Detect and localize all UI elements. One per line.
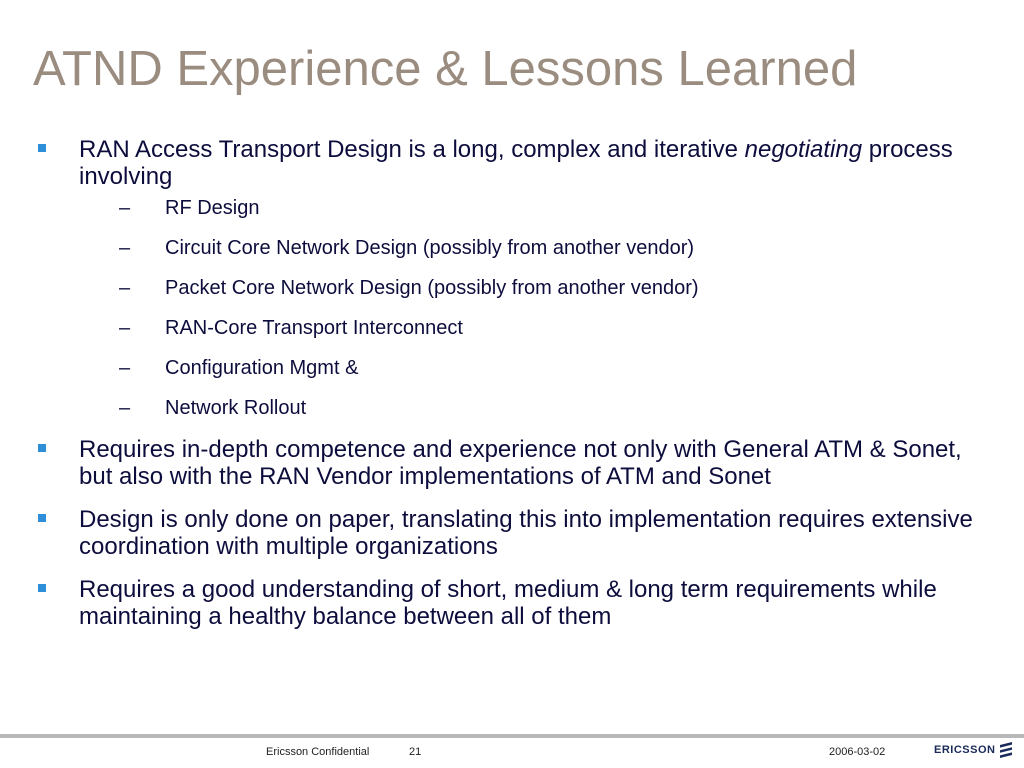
square-bullet-icon (38, 514, 46, 522)
sub-bullet-text: RAN-Core Transport Interconnect (165, 317, 463, 339)
sub-bullet-item (79, 236, 992, 260)
sub-bullet-item (79, 196, 992, 220)
bullet-text-emphasis: negotiating (744, 136, 863, 163)
sub-bullet-item (79, 396, 992, 420)
square-bullet-icon (38, 584, 46, 592)
dash-marker: – (119, 317, 131, 339)
slide-content (32, 136, 992, 646)
footer-date: 2006-03-02 (829, 746, 886, 758)
footer-divider (0, 734, 1024, 738)
bullet-text-tail: process involving (79, 136, 953, 190)
bullet-text: Requires in-depth competence and experience not only with General ATM & Sonet, but also with the RAN Vendor implementations of ATM and Sonet (79, 436, 962, 490)
sub-bullet-text: Configuration Mgmt & (165, 357, 359, 379)
square-bullet-icon (38, 144, 46, 152)
bullet-text-lead: RAN Access Transport Design is a long, complex and iterative (79, 136, 745, 163)
dash-marker: – (119, 197, 131, 219)
bullet-item-4 (32, 576, 992, 630)
ericsson-logo (934, 742, 1013, 758)
logo-wordmark: ERICSSON (934, 744, 996, 756)
sub-bullet-list (79, 196, 992, 420)
footer-confidentiality: Ericsson Confidential (266, 746, 370, 758)
sub-bullet-text: Packet Core Network Design (possibly from another vendor) (165, 277, 699, 299)
dash-marker: – (119, 277, 131, 299)
bullet-item-3 (32, 506, 992, 560)
bullet-text: Requires a good understanding of short, medium & long term requirements while maintaining a healthy balance between all of them (79, 576, 937, 630)
dash-marker: – (119, 237, 131, 259)
square-bullet-icon (38, 444, 46, 452)
sub-bullet-item (79, 316, 992, 340)
bullet-item-2 (32, 436, 992, 490)
slide-title: ATND Experience & Lessons Learned (33, 42, 858, 96)
sub-bullet-text: RF Design (165, 197, 260, 219)
sub-bullet-text: Circuit Core Network Design (possibly from another vendor) (165, 237, 695, 259)
sub-bullet-item (79, 276, 992, 300)
ericsson-logo-icon (999, 742, 1013, 758)
dash-marker: – (119, 397, 131, 419)
bullet-item-1 (32, 136, 992, 420)
bullet-text: Design is only done on paper, translating this into implementation requires extensive coordination with multiple organizations (79, 506, 973, 560)
sub-bullet-text: Network Rollout (165, 397, 307, 419)
footer-page-number: 21 (409, 746, 422, 758)
sub-bullet-item (79, 356, 992, 380)
dash-marker: – (119, 357, 131, 379)
